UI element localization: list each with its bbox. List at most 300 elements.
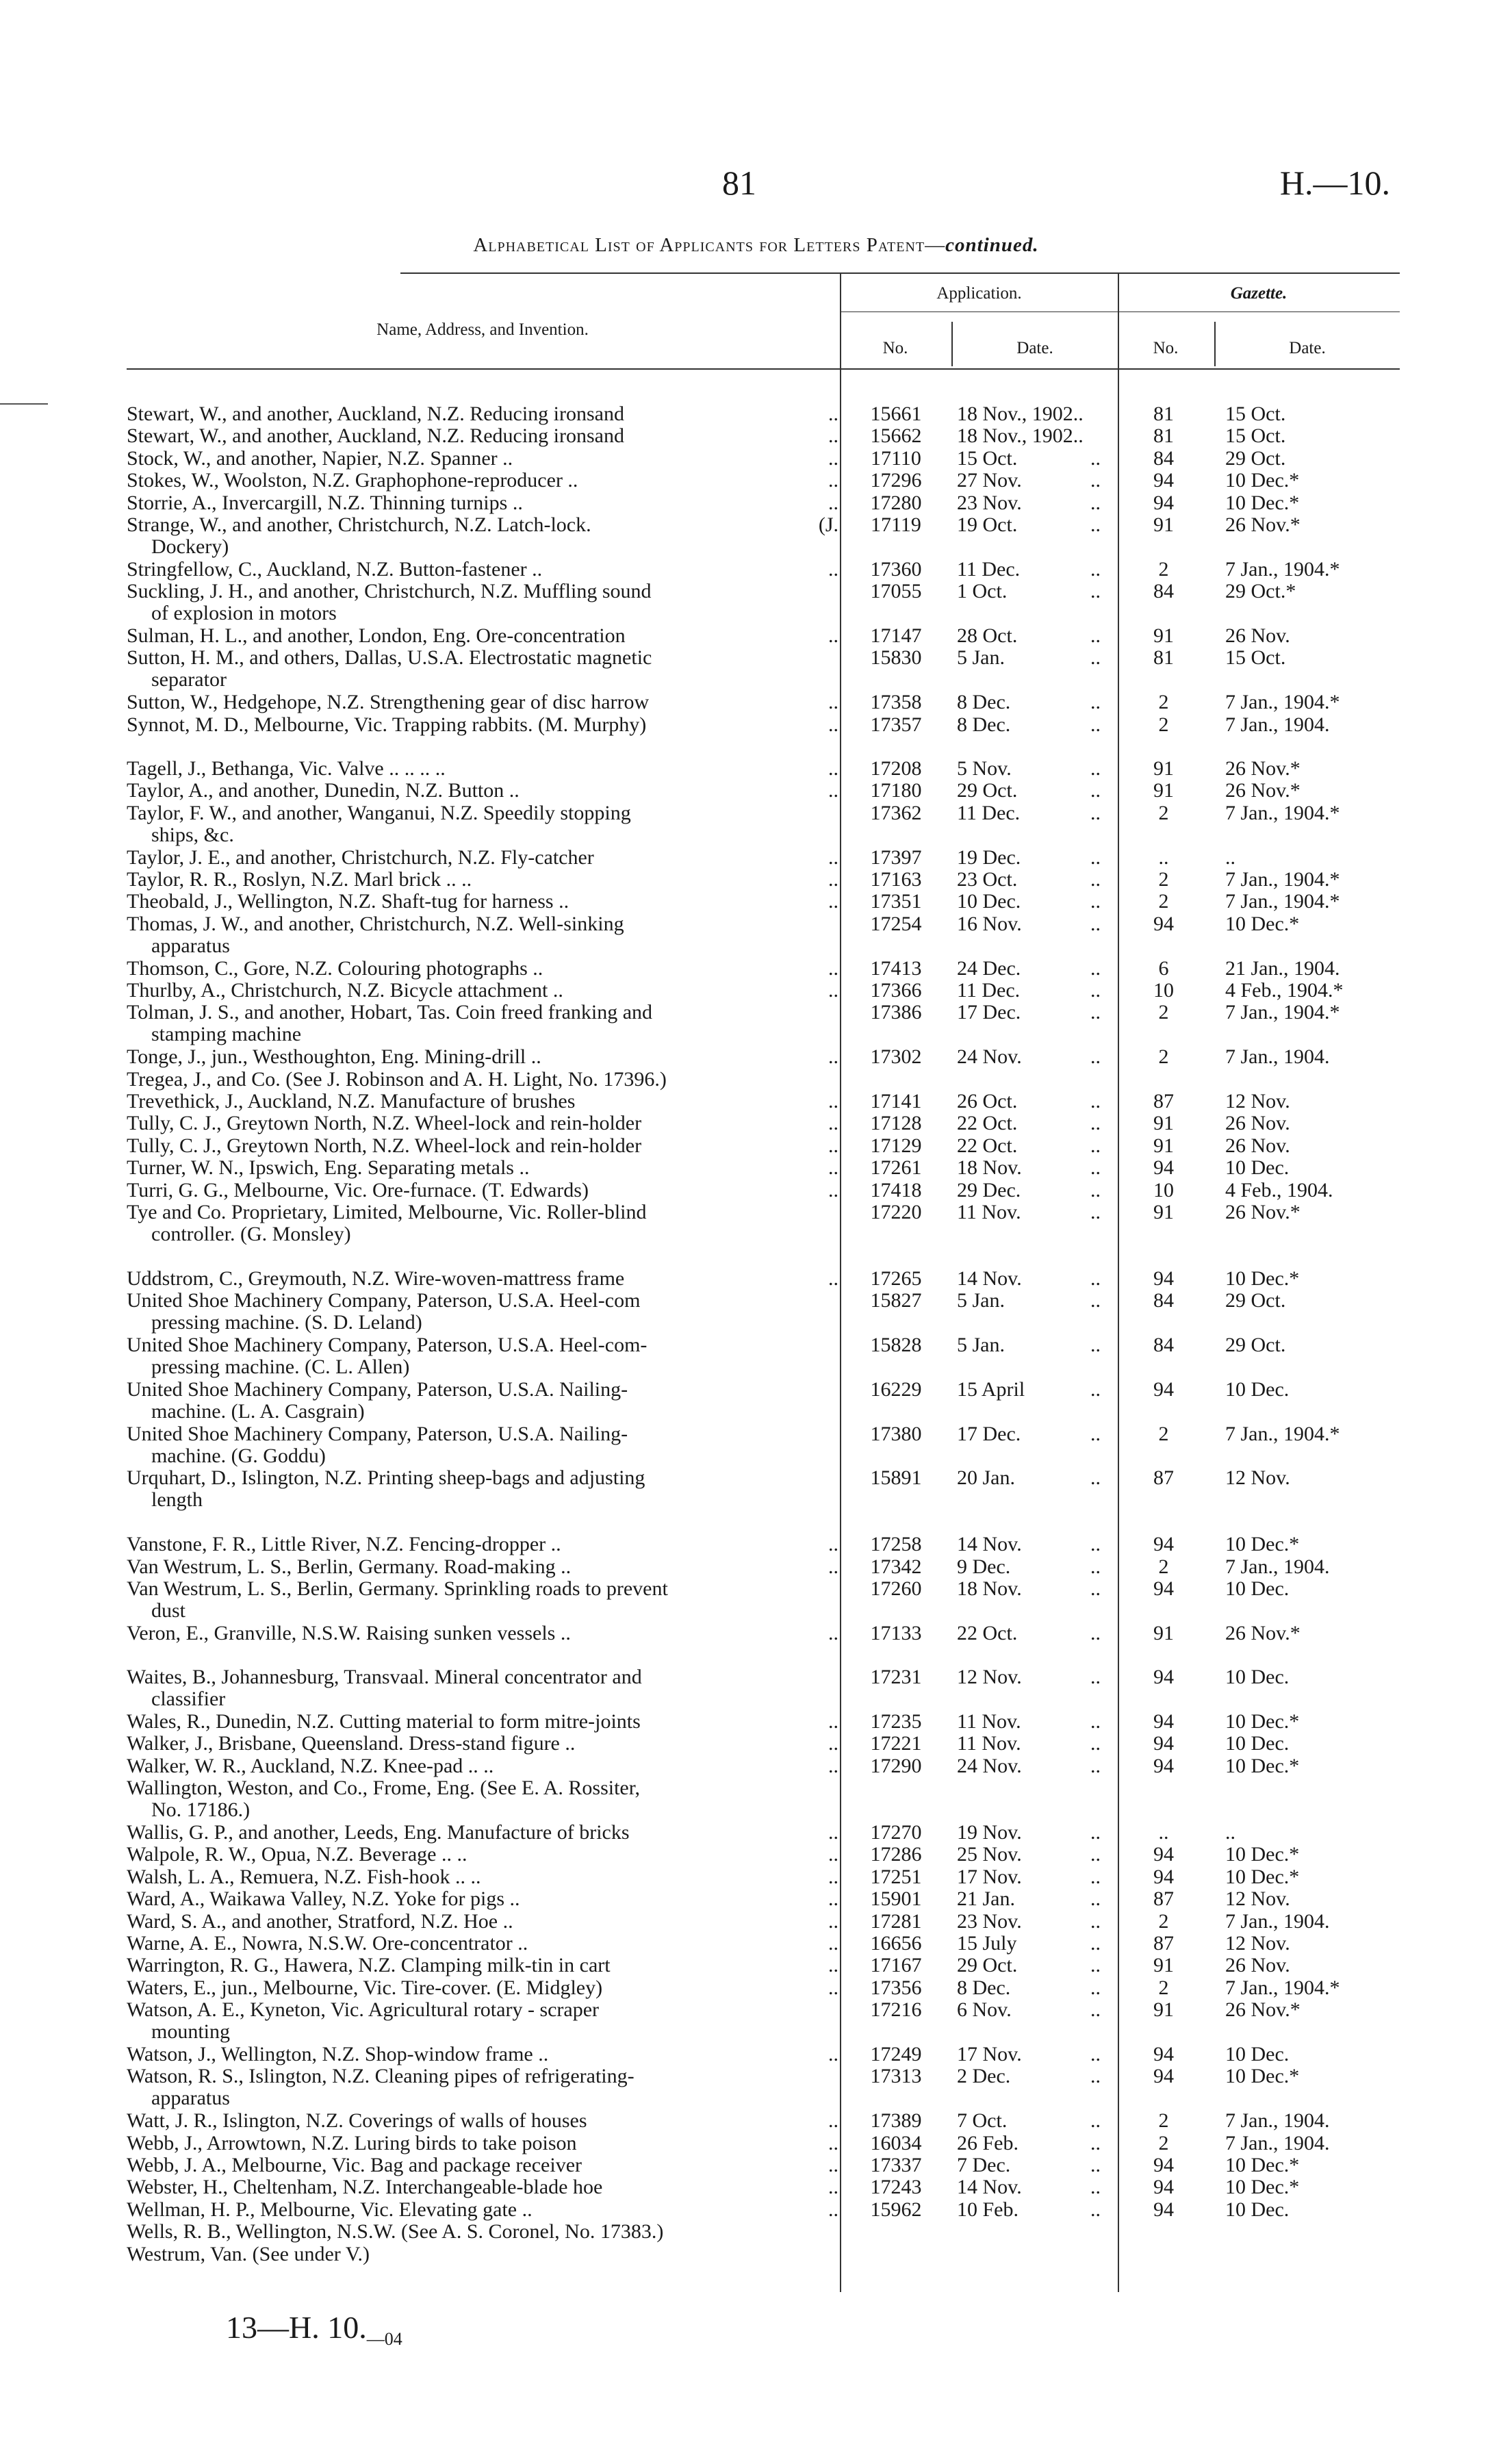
- application-number: 17280: [870, 491, 922, 514]
- applicant-text: Webb, J., Arrowtown, N.Z. Luring birds to take poison: [127, 2131, 577, 2154]
- gazette-number: 94: [1153, 469, 1174, 492]
- gazette-number: 91: [1153, 624, 1174, 647]
- application-date-text: 20 Jan.: [957, 1466, 1015, 1490]
- application-date-text: 29 Oct.: [957, 779, 1018, 802]
- gazette-number: 94: [1153, 2065, 1174, 2088]
- applicant-continuation: controller. (G. Monsley): [151, 1223, 351, 1245]
- gazette-date: 10 Dec.*: [1225, 2065, 1300, 2088]
- gazette-date: 26 Nov.*: [1225, 757, 1300, 780]
- date-leader-dots: ..: [1090, 646, 1101, 670]
- applicant-text: Thomson, C., Gore, N.Z. Colouring photographs ..: [127, 956, 543, 980]
- applicant-text: Wells, R. B., Wellington, N.S.W. (See A. S. Coronel, No. 17383.): [127, 2220, 664, 2243]
- gazette-date: 10 Dec.*: [1225, 491, 1300, 514]
- gazette-number: 91: [1153, 1954, 1174, 1977]
- applicant-continuation: stamping machine: [151, 1023, 302, 1046]
- application-date: [957, 514, 1114, 536]
- application-date: [957, 1955, 1114, 1976]
- applicant-text: Synnot, M. D., Melbourne, Vic. Trapping rabbits. (M. Murphy): [127, 713, 647, 736]
- application-date: [957, 2176, 1114, 2198]
- application-date: [957, 1091, 1114, 1112]
- application-date-text: 21 Jan.: [957, 1887, 1015, 1911]
- applicant-text: Strange, W., and another, Christchurch, N.Z. Latch-lock.: [127, 513, 591, 536]
- application-date-text: 7 Dec.: [957, 2154, 1011, 2176]
- signature-footer: [226, 2309, 402, 2350]
- gazette-number: 2: [1158, 868, 1169, 891]
- application-date: [957, 891, 1114, 913]
- application-date: [957, 1977, 1114, 1999]
- application-date-text: 22 Oct.: [957, 1134, 1018, 1157]
- applicant-continuation: pressing machine. (S. D. Leland): [151, 1311, 422, 1334]
- date-leader-dots: ..: [1090, 1156, 1101, 1180]
- application-date: [957, 1180, 1114, 1201]
- application-date: [957, 1866, 1114, 1888]
- application-date: [957, 780, 1114, 802]
- date-leader-dots: ..: [1090, 1909, 1101, 1933]
- application-date-text: 26 Feb.: [957, 2131, 1018, 2154]
- date-leader-dots: ..: [1090, 1201, 1101, 1223]
- application-number: 15830: [870, 646, 922, 670]
- leader-dots: ..: [828, 491, 838, 514]
- applicant-text: Urquhart, D., Islington, N.Z. Printing sheep-bags and adjusting: [127, 1466, 645, 1490]
- application-date: [957, 714, 1114, 736]
- gazette-date: 10 Dec.: [1225, 1732, 1290, 1755]
- leader-dots: ..: [828, 1865, 838, 1888]
- application-date: [957, 581, 1114, 602]
- applicant-text: Tye and Co. Proprietary, Limited, Melbourne, Vic. Roller-blind: [127, 1201, 647, 1223]
- application-date-text: 6 Nov.: [957, 1998, 1012, 2022]
- date-leader-dots: ..: [1090, 2065, 1101, 2088]
- date-leader-dots: ..: [1090, 890, 1101, 913]
- leader-dots: ..: [828, 979, 838, 1002]
- application-date-text: 17 Dec.: [957, 1422, 1021, 1445]
- applicant-entry: [127, 2110, 838, 2132]
- applicant-text: Sutton, W., Hedgehope, N.Z. Strengthening gear of disc harrow: [127, 691, 650, 714]
- leader-dots: ..: [828, 1909, 838, 1933]
- applicant-text: Theobald, J., Wellington, N.Z. Shaft-tug for harness ..: [127, 890, 569, 913]
- applicant-text: Westrum, Van. (See under V.): [127, 2242, 370, 2265]
- applicant-entry: [127, 1157, 838, 1179]
- application-number: 17180: [870, 779, 922, 802]
- applicant-text: Stokes, W., Woolston, N.Z. Graphophone-reproducer ..: [127, 469, 578, 492]
- application-date: [957, 1046, 1114, 1068]
- applicant-continuation: apparatus: [151, 2087, 230, 2110]
- gazette-number: 2: [1158, 1976, 1169, 1999]
- date-leader-dots: ..: [1090, 1555, 1101, 1578]
- leader-dots: ..: [828, 2198, 838, 2221]
- gazette-number: 2: [1158, 1422, 1169, 1445]
- application-number: 17110: [871, 446, 921, 470]
- application-number: 17133: [870, 1621, 922, 1644]
- applicant-entry: [127, 913, 838, 957]
- gazette-date: 10 Dec.*: [1225, 469, 1300, 492]
- applicant-text: Tregea, J., and Co. (See J. Robinson and A. H. Light, No. 17396.): [127, 1067, 667, 1091]
- application-date: [957, 1711, 1114, 1733]
- date-leader-dots: ..: [1090, 1178, 1101, 1201]
- application-date: [957, 1157, 1114, 1179]
- applicant-text: Webster, H., Cheltenham, N.Z. Interchangeable-blade hoe: [127, 2176, 603, 2199]
- header-bottom-rule: [127, 368, 1400, 370]
- application-date-text: 12 Nov.: [957, 1666, 1022, 1689]
- leader-dots: ..: [828, 1976, 838, 1999]
- header-app-no: No.: [882, 339, 908, 357]
- applicant-entry: [127, 847, 838, 869]
- date-leader-dots: ..: [1090, 1666, 1101, 1689]
- date-leader-dots: ..: [1090, 2198, 1101, 2221]
- applicant-entry: [127, 559, 838, 581]
- date-leader-dots: ..: [1090, 1621, 1101, 1644]
- application-date: [957, 1112, 1114, 1134]
- application-date-text: 19 Dec.: [957, 845, 1021, 869]
- gazette-date: 10 Dec.: [1225, 1577, 1290, 1600]
- application-date-text: 5 Jan.: [957, 1334, 1005, 1356]
- application-date-text: 1 Oct.: [957, 580, 1008, 603]
- gazette-number: ..: [1158, 845, 1169, 869]
- date-leader-dots: ..: [1090, 912, 1101, 935]
- applicant-text: Stewart, W., and another, Auckland, N.Z. Reducing ironsand: [127, 424, 624, 448]
- application-number: 17231: [870, 1666, 922, 1689]
- gazette-number: 10: [1153, 979, 1174, 1002]
- applicant-entry: [127, 1112, 838, 1134]
- gazette-number: 2: [1158, 1555, 1169, 1578]
- application-date: [957, 1933, 1114, 1955]
- gazette-number: 2: [1158, 890, 1169, 913]
- application-date: [957, 492, 1114, 514]
- application-underline: [841, 311, 1118, 312]
- application-date: [957, 2065, 1114, 2087]
- applicant-entry: [127, 1180, 838, 1201]
- application-number: 17128: [870, 1112, 922, 1135]
- gazette-date: 12 Nov.: [1225, 1466, 1290, 1490]
- date-leader-dots: ..: [1090, 868, 1101, 891]
- date-leader-dots: ..: [1090, 580, 1101, 603]
- applicant-entry: [127, 1467, 838, 1511]
- application-date-text: 23 Nov.: [957, 1909, 1022, 1933]
- applicant-entry: [127, 980, 838, 1002]
- applicant-entry: [127, 1977, 838, 1999]
- applicant-text: Uddstrom, C., Greymouth, N.Z. Wire-woven-mattress frame: [127, 1267, 625, 1290]
- applicant-text: Watt, J. R., Islington, N.Z. Coverings of walls of houses: [127, 2109, 587, 2133]
- application-date: [957, 1911, 1114, 1933]
- date-leader-dots: ..: [1090, 757, 1101, 780]
- application-date-text: 23 Nov.: [957, 491, 1022, 514]
- gazette-number: 91: [1153, 1201, 1174, 1223]
- application-date: [957, 559, 1114, 581]
- application-number: 15901: [870, 1887, 922, 1911]
- gazette-date: 10 Dec.: [1225, 1156, 1290, 1180]
- applicant-entry: [127, 869, 838, 891]
- applicant-entry: [127, 1911, 838, 1933]
- application-date: [957, 1290, 1114, 1312]
- applicant-text: Veron, E., Granville, N.S.W. Raising sunken vessels ..: [127, 1621, 571, 1644]
- application-number: 17362: [870, 801, 922, 824]
- date-leader-dots: ..: [1090, 557, 1101, 581]
- application-date-text: 11 Dec.: [957, 979, 1021, 1002]
- application-date: [957, 2110, 1114, 2132]
- date-leader-dots: ..: [1090, 2154, 1101, 2176]
- application-date: [957, 1623, 1114, 1644]
- application-number: 17147: [870, 624, 922, 647]
- gazette-number: 94: [1153, 2154, 1174, 2176]
- application-date: [957, 1534, 1114, 1555]
- gazette-date: 10 Dec.: [1225, 2043, 1290, 2065]
- application-date: [957, 1467, 1114, 1489]
- applicant-text: Tully, C. J., Greytown North, N.Z. Wheel-lock and rein-holder: [127, 1112, 642, 1135]
- applicant-entry: [127, 691, 838, 713]
- gazette-date: 26 Nov.: [1225, 1954, 1290, 1977]
- gazette-number: 94: [1153, 491, 1174, 514]
- gazette-number: 2: [1158, 1045, 1169, 1069]
- application-number: 17380: [870, 1422, 922, 1445]
- applicant-text: Tonge, J., jun., Westhoughton, Eng. Mining-drill ..: [127, 1045, 541, 1069]
- applicant-continuation: ships, &c.: [151, 823, 234, 846]
- application-number: 17261: [870, 1156, 922, 1180]
- applicant-continuation: apparatus: [151, 934, 230, 957]
- gazette-date: 10 Dec.*: [1225, 1710, 1300, 1733]
- applicant-entry: [127, 1999, 838, 2043]
- gazette-date: 10 Dec.*: [1225, 1843, 1300, 1866]
- applicant-text: Sutton, H. M., and others, Dallas, U.S.A. Electrostatic magnetic: [127, 646, 652, 670]
- date-leader-dots: ..: [1090, 513, 1101, 536]
- gazette-date: 10 Dec.*: [1225, 2154, 1300, 2176]
- applicant-text: Taylor, R. R., Roslyn, N.Z. Marl brick .. ..: [127, 868, 472, 891]
- applicant-entry: [127, 403, 838, 425]
- application-date-text: 14 Nov.: [957, 1533, 1022, 1556]
- header-gaz-no: No.: [1153, 339, 1179, 357]
- application-number: 17357: [870, 713, 922, 736]
- application-date-text: 17 Nov.: [957, 2043, 1022, 2065]
- applicant-entry: [127, 1423, 838, 1467]
- applicant-entry: [127, 1578, 838, 1622]
- application-date-text: 29 Oct.: [957, 1954, 1018, 1977]
- applicant-text: Ward, A., Waikawa Valley, N.Z. Yoke for pigs ..: [127, 1887, 520, 1911]
- applicant-entry: [127, 1866, 838, 1888]
- gazette-date: 12 Nov.: [1225, 1887, 1290, 1911]
- application-date-text: 29 Dec.: [957, 1178, 1021, 1201]
- application-date: [957, 470, 1114, 492]
- leader-dots: ..: [828, 1533, 838, 1556]
- header-gazette: Gazette.: [1230, 284, 1287, 303]
- leader-dots: ..: [828, 557, 838, 581]
- leader-dots: ..: [828, 2109, 838, 2133]
- applicant-entry: [127, 448, 838, 470]
- gazette-date: 7 Jan., 1904.*: [1225, 1001, 1340, 1024]
- leader-dots: ..: [828, 1621, 838, 1644]
- gazette-date: 10 Dec.*: [1225, 1533, 1300, 1556]
- applicant-text: United Shoe Machinery Company, Paterson, U.S.A. Heel-com: [127, 1289, 641, 1312]
- applicant-entry: [127, 1135, 838, 1157]
- application-date-text: 8 Dec.: [957, 1976, 1011, 1999]
- leader-dots: ..: [828, 845, 838, 869]
- gazette-number: 84: [1153, 1289, 1174, 1312]
- applicant-text: Van Westrum, L. S., Berlin, Germany. Road-making ..: [127, 1555, 572, 1578]
- applicant-text: Van Westrum, L. S., Berlin, Germany. Sprinkling roads to prevent: [127, 1577, 668, 1600]
- applicant-text: Suckling, J. H., and another, Christchurch, N.Z. Muffling sound: [127, 580, 652, 603]
- gazette-number: 2: [1158, 2109, 1169, 2133]
- gazette-number: 84: [1153, 580, 1174, 603]
- gazette-number: 84: [1153, 1334, 1174, 1356]
- gazette-date: 4 Feb., 1904.: [1225, 1178, 1333, 1201]
- applicant-continuation: dust: [151, 1599, 186, 1622]
- application-date-text: 11 Nov.: [957, 1732, 1021, 1755]
- applicant-text: Wales, R., Dunedin, N.Z. Cutting material to form mitre-joints: [127, 1710, 641, 1733]
- table-top-rule: [400, 272, 1400, 274]
- application-number: 17397: [870, 845, 922, 869]
- gazette-date: 10 Dec.*: [1225, 1754, 1300, 1777]
- date-leader-dots: ..: [1090, 1045, 1101, 1069]
- gazette-date: 26 Nov.*: [1225, 1998, 1300, 2022]
- gazette-number: 94: [1153, 1267, 1174, 1290]
- applicant-entry: [127, 470, 838, 492]
- applicant-entry: [127, 780, 838, 802]
- application-date-text: 5 Jan.: [957, 646, 1005, 670]
- application-date-text: 2 Dec.: [957, 2065, 1011, 2088]
- leader-dots: ..: [828, 1932, 838, 1955]
- date-leader-dots: ..: [1090, 2043, 1101, 2065]
- applicant-continuation: Dockery): [151, 535, 229, 558]
- leader-dots: ..: [828, 403, 838, 425]
- application-date-text: 11 Nov.: [957, 1201, 1021, 1223]
- applicant-text: United Shoe Machinery Company, Paterson, U.S.A. Nailing-: [127, 1377, 628, 1401]
- date-leader-dots: ..: [1090, 1334, 1101, 1356]
- date-leader-dots: ..: [1090, 1090, 1101, 1112]
- application-date: [957, 2133, 1114, 2154]
- date-leader-dots: ..: [1090, 1865, 1101, 1888]
- date-leader-dots: ..: [1090, 1710, 1101, 1733]
- gazette-number: 94: [1153, 1754, 1174, 1777]
- application-number: 17243: [870, 2176, 922, 2199]
- application-date: [957, 1755, 1114, 1777]
- applicant-entry: [127, 1933, 838, 1955]
- application-date-text: 8 Dec.: [957, 691, 1011, 714]
- applicant-text: Watson, R. S., Islington, N.Z. Cleaning pipes of refrigerating-: [127, 2065, 635, 2088]
- applicant-continuation: machine. (L. A. Casgrain): [151, 1399, 365, 1423]
- date-leader-dots: ..: [1090, 1732, 1101, 1755]
- applicant-text: Taylor, A., and another, Dunedin, N.Z. Button ..: [127, 779, 520, 802]
- applicant-entry: [127, 2044, 838, 2065]
- application-date-text: 24 Dec.: [957, 956, 1021, 980]
- applicant-entry: [127, 1666, 838, 1710]
- application-number: 17251: [870, 1865, 922, 1888]
- gazette-number: 91: [1153, 1998, 1174, 2022]
- application-date-text: 15 July: [957, 1932, 1017, 1955]
- application-date: [957, 847, 1114, 869]
- gazette-date: 7 Jan., 1904.: [1225, 1045, 1330, 1069]
- applicant-continuation: classifier: [151, 1688, 226, 1711]
- applicant-text: Walker, W. R., Auckland, N.Z. Knee-pad .. ..: [127, 1754, 494, 1777]
- leader-dots: ..: [828, 1156, 838, 1180]
- applicant-entry: [127, 1955, 838, 1976]
- application-number: 15891: [870, 1466, 922, 1490]
- leader-dots: ..: [828, 2154, 838, 2176]
- applicant-entry: [127, 1623, 838, 1644]
- application-number: 17366: [870, 979, 922, 1002]
- date-leader-dots: ..: [1090, 691, 1101, 714]
- application-date: [957, 2044, 1114, 2065]
- gazette-date: 26 Nov.*: [1225, 779, 1300, 802]
- leader-dots: ..: [828, 424, 838, 448]
- application-number: 17313: [870, 2065, 922, 2088]
- document-reference: H.—10.: [1279, 164, 1390, 202]
- application-date: [957, 1844, 1114, 1866]
- gazette-date: 10 Dec.: [1225, 1666, 1290, 1689]
- date-leader-dots: ..: [1090, 801, 1101, 824]
- leader-dots: ..: [828, 1754, 838, 1777]
- application-date-text: 19 Nov.: [957, 1821, 1022, 1844]
- application-date-text: 19 Oct.: [957, 513, 1018, 536]
- applicant-entry: [127, 2176, 838, 2198]
- application-date: [957, 1002, 1114, 1023]
- gazette-date: 29 Oct.: [1225, 1334, 1286, 1356]
- applicant-entry: [127, 1290, 838, 1334]
- leader-dots: ..: [828, 1710, 838, 1733]
- date-leader-dots: ..: [1090, 1377, 1101, 1401]
- application-date-text: 11 Dec.: [957, 557, 1021, 581]
- applicant-entry: [127, 2221, 838, 2243]
- gazette-date: 12 Nov.: [1225, 1932, 1290, 1955]
- applicant-entry: [127, 2065, 838, 2109]
- application-number: 17258: [870, 1533, 922, 1556]
- leader-dots: ..: [828, 713, 838, 736]
- date-leader-dots: ..: [1090, 446, 1101, 470]
- application-number: 17221: [870, 1732, 922, 1755]
- gazette-date: 15 Oct.: [1225, 646, 1286, 670]
- gazette-number: ..: [1158, 1821, 1169, 1844]
- application-date-text: 24 Nov.: [957, 1754, 1022, 1777]
- applicant-entry: [127, 492, 838, 514]
- header-app-date: Date.: [1016, 339, 1053, 357]
- date-leader-dots: ..: [1090, 779, 1101, 802]
- gazette-date: 10 Dec.: [1225, 1377, 1290, 1401]
- application-date-text: 16 Nov.: [957, 912, 1022, 935]
- leader-dots: ..: [828, 1090, 838, 1112]
- application-date-text: 17 Dec.: [957, 1001, 1021, 1024]
- gazette-date: 7 Jan., 1904.: [1225, 2109, 1330, 2133]
- applicant-entry: [127, 514, 838, 558]
- application-date: [957, 425, 1114, 447]
- applicant-entry: [127, 1844, 838, 1866]
- leader-dots: ..: [828, 956, 838, 980]
- header-gaz-date: Date.: [1289, 339, 1326, 357]
- gazette-number: 91: [1153, 757, 1174, 780]
- applicant-entry: [127, 1379, 838, 1423]
- application-number: 17413: [870, 956, 922, 980]
- gazette-date: ..: [1225, 1821, 1235, 1844]
- applicant-entry: [127, 2243, 838, 2265]
- leader-dots: ..: [828, 1178, 838, 1201]
- gazette-date: 7 Jan., 1904.*: [1225, 691, 1340, 714]
- application-date-text: 17 Nov.: [957, 1865, 1022, 1888]
- applicant-text: Taylor, J. E., and another, Christchurch, N.Z. Fly-catcher: [127, 845, 594, 869]
- leader-dots: ..: [828, 1821, 838, 1844]
- application-date: [957, 2199, 1114, 2221]
- date-leader-dots: ..: [1090, 1976, 1101, 1999]
- application-number: 17249: [870, 2043, 922, 2065]
- gazette-number: 94: [1153, 1710, 1174, 1733]
- list-heading: [0, 234, 1512, 257]
- applicant-text: Waters, E., jun., Melbourne, Vic. Tire-cover. (E. Midgley): [127, 1976, 603, 1999]
- application-date: [957, 647, 1114, 669]
- application-number: 17208: [870, 757, 922, 780]
- applicant-entry: [127, 1091, 838, 1112]
- gazette-date: 29 Oct.: [1225, 446, 1286, 470]
- applicant-text: Thurlby, A., Christchurch, N.Z. Bicycle attachment ..: [127, 979, 563, 1002]
- applicant-entry: [127, 714, 838, 736]
- gazette-number: 2: [1158, 2131, 1169, 2154]
- gazette-number: 91: [1153, 1134, 1174, 1157]
- application-date-text: 8 Dec.: [957, 713, 1011, 736]
- application-number: 17270: [870, 1821, 922, 1844]
- leader-dots: ..: [828, 1134, 838, 1157]
